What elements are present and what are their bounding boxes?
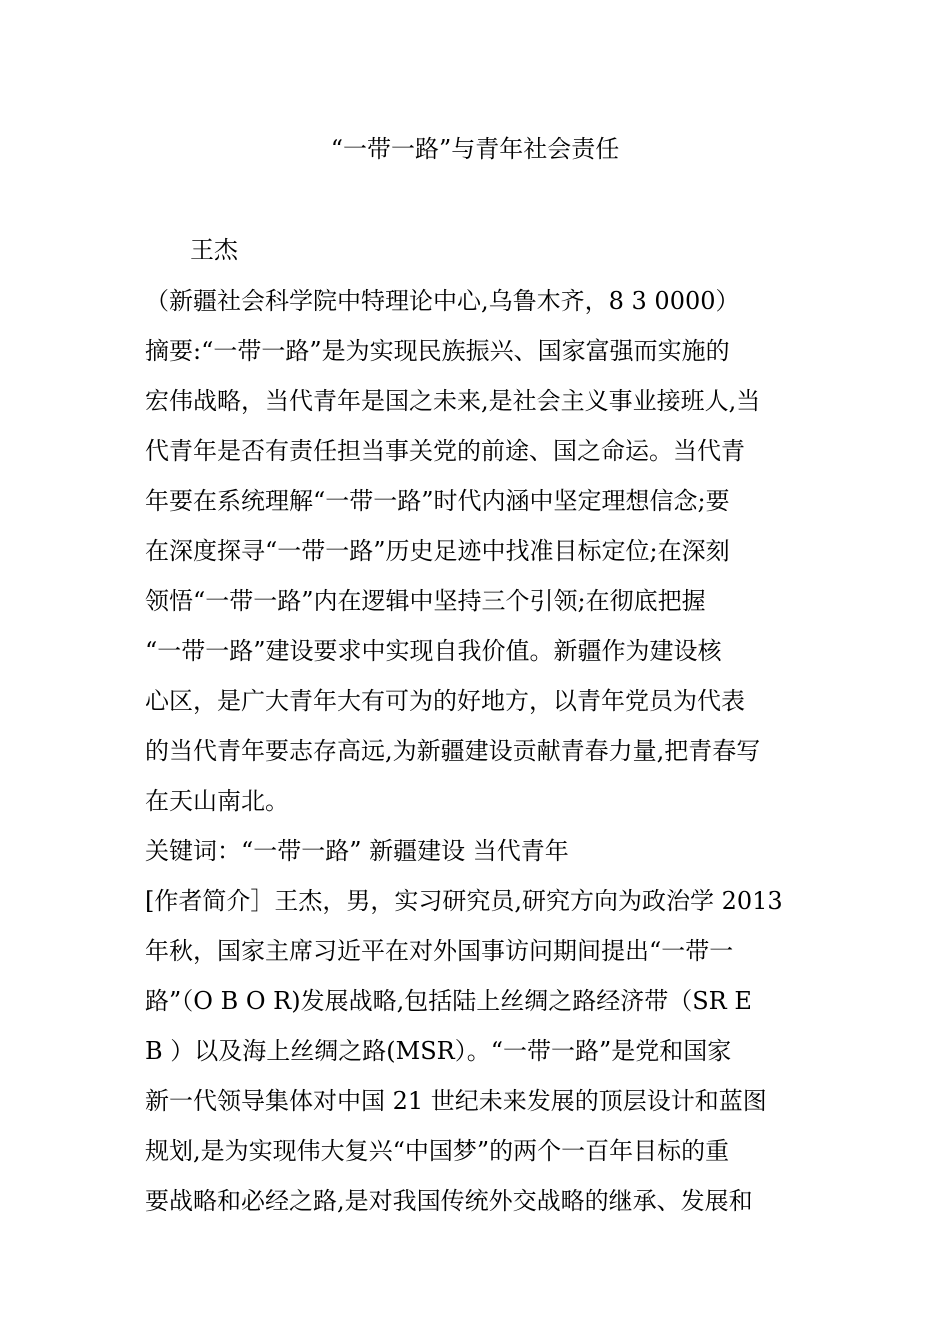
abstract-line: 宏伟战略，当代青年是国之未来,是社会主义事业接班人,当 <box>145 387 761 415</box>
author-name: 王杰 <box>190 236 238 264</box>
abstract-line: 代青年是否有责任担当事关党的前途、国之命运。当代青 <box>145 437 745 465</box>
body-text-line: 年秋，国家主席习近平在对外国事访问期间提出“一带一 <box>145 937 734 965</box>
abstract-line: 领悟“一带一路”内在逻辑中坚持三个引领;在彻底把握 <box>145 587 706 615</box>
affiliation-line: （新疆社会科学院中特理论中心,乌鲁木齐，8 3 0000） <box>145 287 740 315</box>
abstract-line: 的当代青年要志存高远,为新疆建设贡献青春力量,把青春写 <box>145 737 761 765</box>
abstract-line: 在深度探寻“一带一路”历史足迹中找准目标定位;在深刻 <box>145 537 730 565</box>
keywords-line: 关键词：“一带一路” 新疆建设 当代青年 <box>145 837 569 865</box>
abstract-line: 在天山南北。 <box>145 787 289 815</box>
abstract-line: 年要在系统理解“一带一路”时代内涵中坚定理想信念;要 <box>145 487 730 515</box>
body-text-line: 要战略和必经之路,是对我国传统外交战略的继承、发展和 <box>145 1187 753 1215</box>
body-text-line: 规划,是为实现伟大复兴“中国梦”的两个一百年目标的重 <box>145 1137 730 1165</box>
document-body <box>145 276 825 1226</box>
body-text-line: 路”（O B O R)发展战略,包括陆上丝绸之路经济带（SR E <box>145 987 752 1015</box>
author-bio-line: [作者简介］王杰，男，实习研究员,研究方向为政治学 2013 <box>145 887 783 915</box>
abstract-line: 心区，是广大青年大有可为的好地方，以青年党员为代表 <box>145 687 745 715</box>
body-text-line: B ）以及海上丝绸之路(MSR）。“一带一路”是党和国家 <box>145 1037 732 1065</box>
abstract-line: “一带一路”建设要求中实现自我价值。新疆作为建设核 <box>145 637 722 665</box>
document-title: “一带一路”与青年社会责任 <box>330 135 620 163</box>
abstract-line: 摘要:“一带一路”是为实现民族振兴、国家富强而实施的 <box>145 337 730 365</box>
body-text-line: 新一代领导集体对中国 21 世纪未来发展的顶层设计和蓝图 <box>145 1087 767 1115</box>
